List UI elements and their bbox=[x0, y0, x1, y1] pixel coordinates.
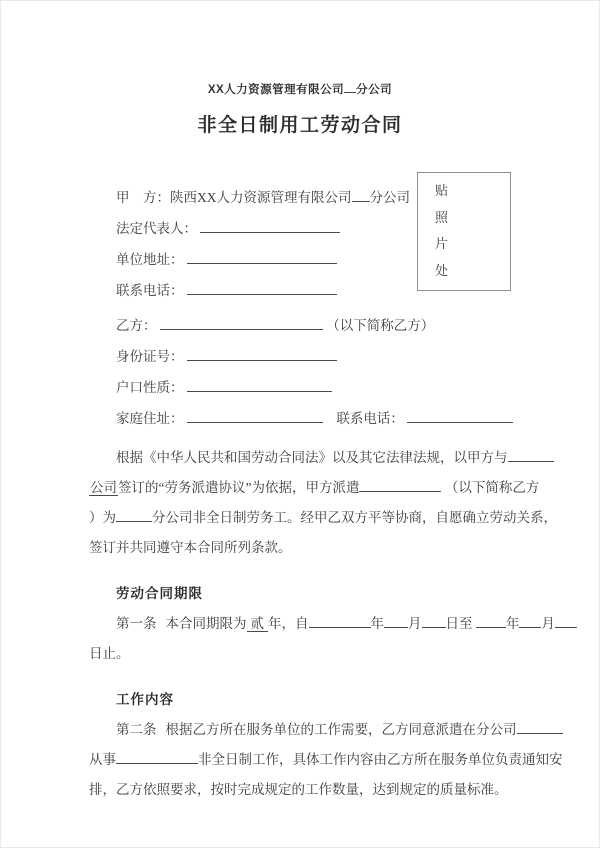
article-2-line-3 bbox=[89, 775, 554, 805]
party-a-suffix: 分公司 bbox=[369, 190, 410, 205]
header-company-prefix: XX人力资源管理有限公司 bbox=[207, 84, 345, 96]
fill-blank bbox=[187, 409, 323, 423]
header-company-line bbox=[1, 79, 599, 97]
id-number-label: 身份证号： bbox=[116, 349, 184, 364]
fill-blank bbox=[508, 448, 555, 462]
article-1-number: 第一条 bbox=[116, 616, 157, 631]
fill-blank bbox=[344, 79, 356, 93]
fill-blank bbox=[352, 188, 370, 202]
fill-blank bbox=[200, 219, 340, 233]
photo-box-char: 贴 bbox=[435, 183, 449, 198]
section-heading-work: 工作内容 bbox=[116, 692, 174, 707]
intro-text: 签订并共同遵守本合同所列条款。 bbox=[89, 540, 292, 555]
intro-paragraph bbox=[89, 443, 557, 563]
article-1-line-2 bbox=[89, 639, 554, 669]
article-2-line-2 bbox=[89, 745, 563, 775]
intro-underlined-word: 公司 bbox=[90, 480, 117, 495]
article-1-text: 年 bbox=[370, 616, 384, 631]
intro-text: ）为 bbox=[89, 510, 116, 525]
party-b-row bbox=[89, 310, 554, 341]
document-title: 非全日制用工劳动合同 bbox=[197, 115, 403, 136]
fill-blank bbox=[476, 614, 506, 628]
photo-box-char: 照 bbox=[435, 209, 449, 225]
intro-note: （以下简称乙方 bbox=[444, 480, 540, 495]
term-years-value: 贰 bbox=[247, 616, 269, 632]
intro-line-2 bbox=[89, 473, 554, 503]
article-2-text: 根据乙方所在服务单位的工作需要，乙方同意派遣在 bbox=[165, 722, 476, 737]
article-1-text: 日至 bbox=[445, 616, 473, 631]
article-2-number: 第二条 bbox=[116, 722, 157, 737]
intro-text: 分公司非全日制劳务工。经甲乙双方平等协商，自愿确立劳动关系， bbox=[152, 510, 557, 525]
party-a-company: 陕西XX人力资源管理有限公司 bbox=[170, 190, 352, 205]
fill-blank bbox=[116, 508, 152, 522]
article-1-line-1 bbox=[89, 609, 554, 639]
header-company-suffix: 分公司 bbox=[356, 84, 393, 96]
article-1-text: 日止。 bbox=[89, 646, 130, 661]
hukou-label: 户口性质： bbox=[116, 380, 184, 395]
fill-blank bbox=[359, 478, 441, 492]
article-2-line-1 bbox=[89, 715, 554, 745]
fill-blank bbox=[116, 750, 198, 764]
fill-blank bbox=[309, 614, 371, 628]
article-1-text: 月 bbox=[541, 616, 555, 631]
party-b-label: 乙方： bbox=[116, 318, 157, 333]
fill-blank bbox=[422, 614, 446, 628]
party-a-label: 甲 方： bbox=[116, 190, 170, 205]
home-address-label: 家庭住址： bbox=[116, 411, 184, 426]
intro-text: 根据《中华人民共和国劳动合同法》以及其它法律法规，以甲方与 bbox=[116, 450, 508, 465]
fill-blank bbox=[384, 614, 408, 628]
photo-box bbox=[417, 172, 511, 291]
intro-line-4 bbox=[89, 533, 554, 563]
fill-blank bbox=[160, 316, 323, 330]
fill-blank bbox=[187, 250, 337, 264]
article-1-text: 年，自 bbox=[268, 616, 309, 631]
home-address-row bbox=[89, 403, 554, 434]
fill-blank bbox=[407, 409, 513, 423]
home-phone-label: 联系电话： bbox=[336, 411, 404, 426]
fill-blank bbox=[187, 347, 337, 361]
id-number-row bbox=[89, 341, 554, 372]
company-address-label: 单位地址： bbox=[116, 252, 184, 267]
article-2-text: 排，乙方依照要求，按时完成规定的工作数量，达到规定的质量标准。 bbox=[89, 782, 508, 797]
intro-line-1 bbox=[89, 443, 554, 473]
fill-blank bbox=[555, 614, 577, 628]
hukou-row bbox=[89, 372, 554, 403]
fill-blank bbox=[517, 720, 563, 734]
intro-line-3 bbox=[89, 503, 557, 533]
company-phone-label: 联系电话： bbox=[116, 283, 184, 298]
legal-representative-label: 法定代表人： bbox=[116, 221, 197, 236]
photo-box-char: 片 bbox=[435, 236, 449, 252]
article-1-text: 月 bbox=[408, 616, 422, 631]
article-1-text: 本合同期限为 bbox=[165, 616, 247, 631]
fill-blank bbox=[187, 281, 337, 295]
photo-box-char: 处 bbox=[435, 262, 449, 278]
party-b-note: （以下简称乙方） bbox=[326, 318, 435, 333]
fill-blank bbox=[187, 378, 332, 392]
article-2-text: 从事 bbox=[89, 752, 116, 767]
article-1-text: 年 bbox=[505, 616, 520, 631]
article-2-text: 非全日制工作，具体工作内容由乙方所在服务单位负责通知安 bbox=[198, 752, 563, 767]
fill-blank bbox=[519, 614, 541, 628]
article-2-text: 分公司 bbox=[476, 722, 517, 737]
intro-text: 签订的“劳务派遣协议”为依据，甲方派遣 bbox=[118, 480, 360, 495]
section-heading-term: 劳动合同期限 bbox=[116, 586, 203, 601]
